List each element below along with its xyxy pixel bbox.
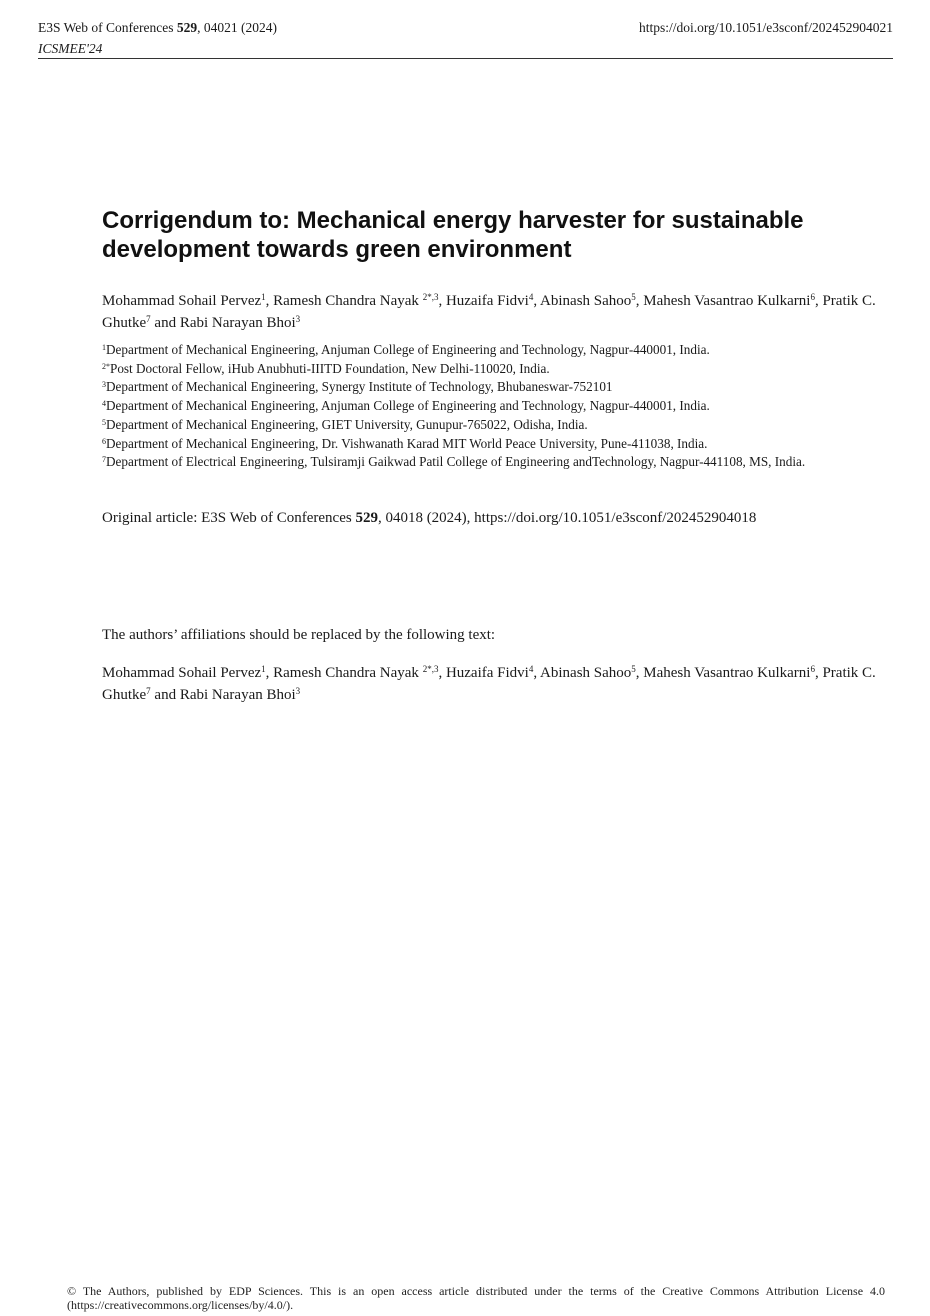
affiliation-item: $^5$Department of Mechanical Engineering, GIET University, Gunupur-765022, Odisha, India. [102,416,588,432]
author: Mohammad Sohail Pervez$^1$, [102,664,274,681]
original-volume: 529 [355,510,378,526]
author: Ramesh Chandra Nayak $^{2*,3}$, [273,664,446,681]
journal-article-number: , 04021 (2024) [197,20,278,35]
author: Huzaifa Fidvi$^4$, [445,292,541,309]
original-doi: , 04018 (2024), https://doi.org/10.1051/e3sconf/202452904018 [377,510,757,526]
original-article-reference: Original article: E3S Web of Conferences 529, 04018 (2024), https://doi.org/10.1051/e3sconf/202452904018 [102,510,757,526]
affiliation-item: $^3$Department of Mechanical Engineering, Synergy Institute of Technology, Bhubaneswar-752101 [102,379,613,395]
paper-title: Corrigendum to: Mechanical energy harvester for sustainable development towards green environment [102,207,804,263]
affiliation-item: $^6$Department of Mechanical Engineering, Dr. Vishwanath Karad MIT World Peace University, Pune-411038, India. [102,435,708,451]
conference-name: ICSMEE'24 [38,41,103,56]
header-rule [38,58,893,59]
author: Pratik C. Ghutke$^7$ and [102,665,876,703]
journal-citation [38,19,277,37]
affiliation-item: $^4$Department of Mechanical Engineering, Anjuman College of Engineering and Technology, Nagpur-440001, India. [102,398,710,414]
author: Rabi Narayan Bhoi$^3$ [179,685,301,703]
author-list-corrected [102,663,892,706]
affiliation-item: $^7$Department of Electrical Engineering, Tulsiramji Gaikwad Patil College of Engineering andTechnology, Nagpur-441108, MS, India. [102,454,806,470]
affiliation-item: $^1$Department of Mechanical Engineering, Anjuman College of Engineering and Technology, Nagpur-440001, India. [102,342,710,357]
author: Mohammad Sohail Pervez$^1$, [102,292,274,309]
author: Mahesh Vasantrao Kulkarni$^6$, [643,292,823,309]
author: Rabi Narayan Bhoi$^3$ [179,313,301,331]
article-doi-link[interactable]: https://doi.org/10.1051/e3sconf/202452904021 [639,20,893,35]
journal-volume: 529 [176,20,198,35]
author: Pratik C. Ghutke$^7$ and [102,293,876,331]
author: Abinash Sahoo$^5$, [540,664,644,681]
correction-notice: The authors’ affiliations should be replaced by the following text: [102,627,496,643]
affiliation-list [102,341,902,472]
author: Abinash Sahoo$^5$, [540,292,644,309]
author: Ramesh Chandra Nayak $^{2*,3}$, [273,292,446,309]
journal-name: E3S Web of Conferences [38,20,177,35]
affiliation-item: $^{2*}$Post Doctoral Fellow, iHub Anubhuti-IIITD Foundation, New Delhi-110020, India. [102,360,550,376]
author: Mahesh Vasantrao Kulkarni$^6$, [643,664,823,681]
author-list-top [102,291,892,334]
author: Huzaifa Fidvi$^4$, [445,664,541,681]
license-footer: © The Authors, published by EDP Sciences. This is an open access article distributed under the terms of the Creative Commons Attribution License 4.0 (https://creativecommons.org/licenses/by/4.0/). [67,1284,885,1312]
